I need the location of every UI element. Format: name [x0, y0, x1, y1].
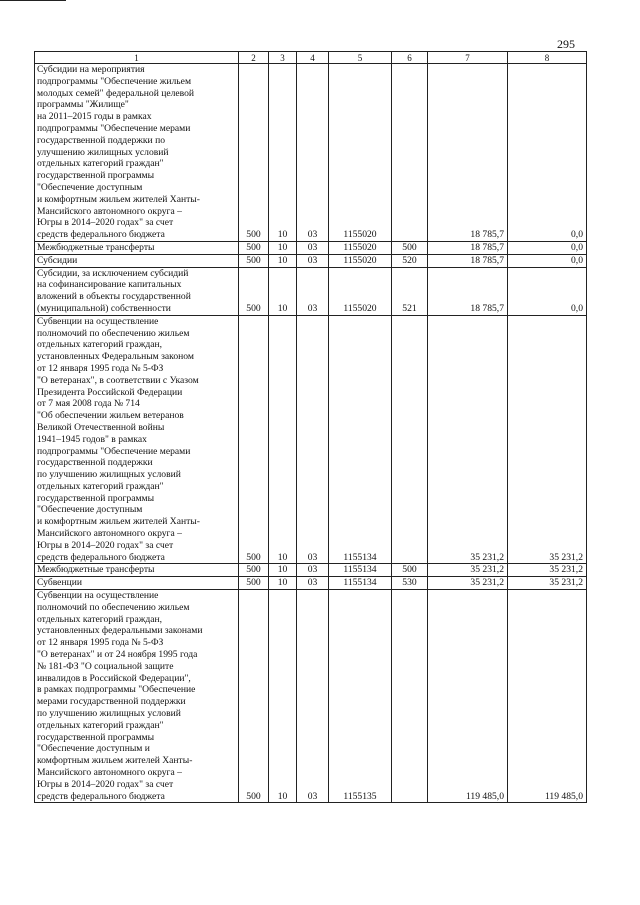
expense-type-code: 520 — [392, 254, 428, 267]
section-code: 10 — [269, 577, 297, 590]
amount-col8: 0,0 — [508, 254, 587, 267]
amount-col8: 35 231,2 — [508, 577, 587, 590]
section-code: 10 — [269, 241, 297, 254]
table-row — [35, 254, 587, 267]
ministry-code: 500 — [239, 267, 269, 315]
expense-type-code: 500 — [392, 564, 428, 577]
row-description: Субсидии — [35, 254, 239, 267]
ministry-code: 500 — [239, 577, 269, 590]
table-header-row — [35, 52, 587, 64]
subsection-code: 03 — [297, 64, 329, 242]
column-header: 1 — [35, 52, 239, 64]
row-description: Субсидии, за исключением субсидий на софинансирование капитальных вложений в объекты государственной (муниципальной) собственности — [35, 267, 239, 315]
page-number: 295 — [557, 37, 575, 51]
row-description: Субсидии на мероприятия подпрограммы "Обеспечение жильем молодых семей" федеральной целевой программы "Жилище" на 2011–2015 годы в рамках подпрограммы "Обеспечение мерами государственной поддержки по улучшению жилищных условий отдельных категорий граждан" государственной программы "Обеспечение доступным и комфортным жильем жителей Ханты- Мансийского автономного округа – Югры в 2014–2020 годах" за счет средств федерального бюджета — [35, 64, 239, 242]
expense-type-code — [392, 315, 428, 564]
ministry-code: 500 — [239, 590, 269, 803]
column-header: 3 — [269, 52, 297, 64]
subsection-code: 03 — [297, 241, 329, 254]
amount-col8: 0,0 — [508, 64, 587, 242]
table-row — [35, 267, 587, 315]
table-row — [35, 241, 587, 254]
section-code: 10 — [269, 64, 297, 242]
expense-type-code: 500 — [392, 241, 428, 254]
section-code: 10 — [269, 590, 297, 803]
target-article-code: 1155135 — [329, 590, 392, 803]
amount-col8: 119 485,0 — [508, 590, 587, 803]
ministry-code: 500 — [239, 564, 269, 577]
table-row — [35, 64, 587, 242]
subsection-code: 03 — [297, 564, 329, 577]
subsection-code: 03 — [297, 254, 329, 267]
section-code: 10 — [269, 564, 297, 577]
ministry-code: 500 — [239, 315, 269, 564]
ministry-code: 500 — [239, 64, 269, 242]
target-article-code: 1155134 — [329, 577, 392, 590]
ministry-code: 500 — [239, 241, 269, 254]
column-header: 2 — [239, 52, 269, 64]
expense-type-code — [392, 64, 428, 242]
amount-col7: 18 785,7 — [428, 241, 508, 254]
row-description: Субвенции на осуществление полномочий по обеспечению жильем отдельных категорий граждан, установленных федеральными законами от 12 января 1995 года № 5-ФЗ "О ветеранах" и от 24 ноября 1995 года № 181-ФЗ "О социальной защите инвалидов в Российской Федерации", в рамках подпрограммы "Обеспечение мерами государственной поддержки по улучшению жилищных условий отдельных категорий граждан" государственной программы "Обеспечение доступным и комфортным жильем жителей Ханты- Мансийского автономного округа – Югры в 2014–2020 годах" за счет средств федерального бюджета — [35, 590, 239, 803]
row-description: Субвенции на осуществление полномочий по обеспечению жильем отдельных категорий граждан, установленных Федеральным законом от 12 января 1995 года № 5-ФЗ "О ветеранах", в соответствии с Указом Президента Российской Федерации от 7 мая 2008 года № 714 "Об обеспечении жильем ветеранов Великой Отечественной войны 1941–1945 годов" в рамках подпрограммы "Обеспечение мерами государственной поддержки по улучшению жилищных условий отдельных категорий граждан" государственной программы "Обеспечение доступным и комфортным жильем жителей Ханты- Мансийского автономного округа – Югры в 2014–2020 годах" за счет средств федерального бюджета — [35, 315, 239, 564]
column-header: 4 — [297, 52, 329, 64]
amount-col8: 35 231,2 — [508, 564, 587, 577]
row-description: Межбюджетные трансферты — [35, 564, 239, 577]
table-row — [35, 315, 587, 564]
table-row — [35, 577, 587, 590]
subsection-code: 03 — [297, 267, 329, 315]
amount-col7: 35 231,2 — [428, 564, 508, 577]
section-code: 10 — [269, 254, 297, 267]
amount-col7: 35 231,2 — [428, 577, 508, 590]
subsection-code: 03 — [297, 315, 329, 564]
scan-top-mark — [0, 0, 66, 1]
column-header: 6 — [392, 52, 428, 64]
row-description: Межбюджетные трансферты — [35, 241, 239, 254]
amount-col8: 0,0 — [508, 267, 587, 315]
ministry-code: 500 — [239, 254, 269, 267]
target-article-code: 1155020 — [329, 254, 392, 267]
budget-table — [34, 51, 587, 803]
subsection-code: 03 — [297, 577, 329, 590]
target-article-code: 1155134 — [329, 315, 392, 564]
amount-col7: 18 785,7 — [428, 254, 508, 267]
amount-col7: 35 231,2 — [428, 315, 508, 564]
amount-col7: 18 785,7 — [428, 64, 508, 242]
expense-type-code: 530 — [392, 577, 428, 590]
section-code: 10 — [269, 315, 297, 564]
target-article-code: 1155020 — [329, 241, 392, 254]
amount-col7: 18 785,7 — [428, 267, 508, 315]
target-article-code: 1155020 — [329, 267, 392, 315]
target-article-code: 1155020 — [329, 64, 392, 242]
subsection-code: 03 — [297, 590, 329, 803]
column-header: 8 — [508, 52, 587, 64]
table-row — [35, 564, 587, 577]
target-article-code: 1155134 — [329, 564, 392, 577]
section-code: 10 — [269, 267, 297, 315]
expense-type-code: 521 — [392, 267, 428, 315]
row-description: Субвенции — [35, 577, 239, 590]
amount-col8: 35 231,2 — [508, 315, 587, 564]
column-header: 5 — [329, 52, 392, 64]
amount-col7: 119 485,0 — [428, 590, 508, 803]
expense-type-code — [392, 590, 428, 803]
column-header: 7 — [428, 52, 508, 64]
table-row — [35, 590, 587, 803]
amount-col8: 0,0 — [508, 241, 587, 254]
